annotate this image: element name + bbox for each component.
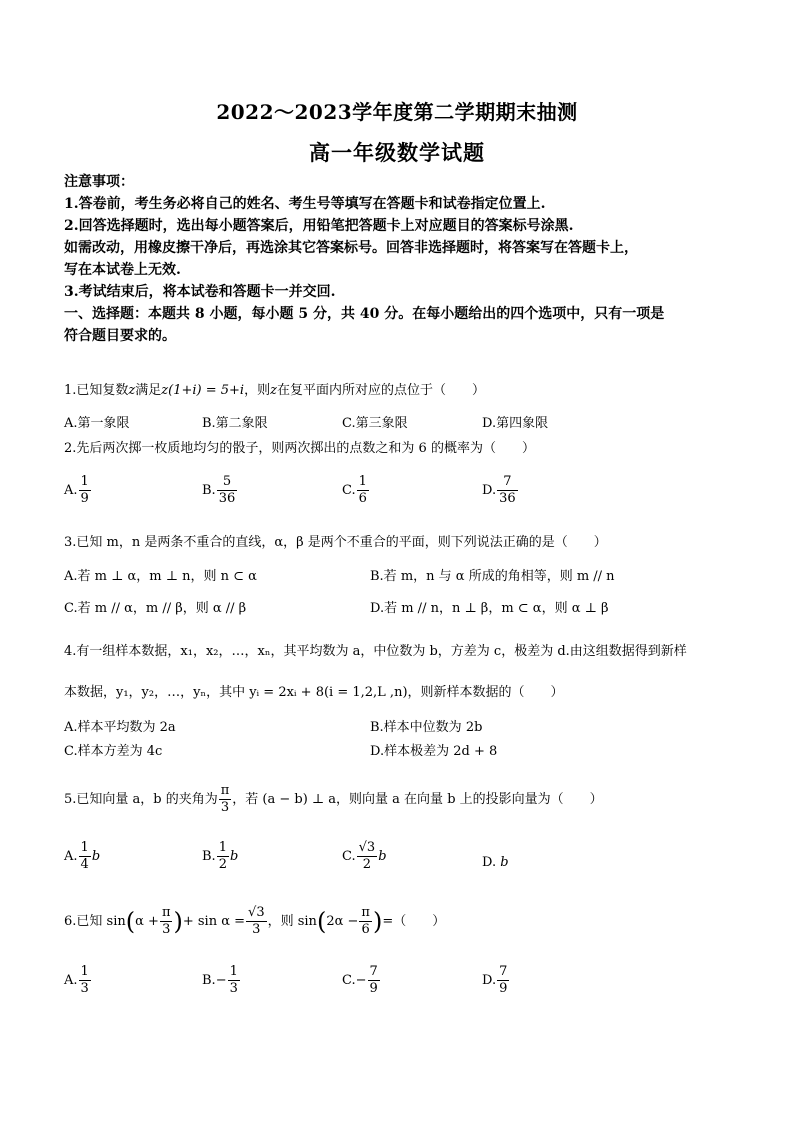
option-d: D.若 m // n，n ⊥ β，m ⊂ α，则 α ⊥ β — [370, 601, 609, 616]
option-a: A. $\frac{1}{3}$ — [64, 964, 89, 996]
option-b: B.− $\frac{1}{3}$ — [202, 964, 238, 996]
option-a: A. $\frac{1}{9}$ — [64, 474, 89, 506]
option-a: A. $\frac{1}{4}$ b — [64, 840, 101, 872]
option-b: B.若 m，n 与 α 所成的角相等，则 m // n — [370, 569, 615, 584]
notes-item: 1.答卷前，考生务必将自己的姓名、考生号等填写在答题卡和试卷指定位置上. — [64, 196, 546, 212]
notes-block — [64, 171, 744, 347]
notes-item: 写在本试卷上无效. — [64, 262, 181, 278]
option-b: B. $\frac{1}{2}$ b — [202, 840, 239, 872]
q5-angle-fraction: $\frac{\pi}{3}$ — [220, 783, 230, 815]
option-c: C.若 m // α，m // β，则 α // β — [64, 601, 247, 616]
question-2: 2.先后两次掷一枚质地均匀的骰子，则两次掷出的点数之和为 6 的概率为（ ） — [64, 441, 535, 456]
section-heading-line2: 符合题目要求的。 — [64, 328, 176, 344]
option-c: C. $\frac{√3}{2}$ b — [342, 840, 387, 872]
question-6: 6.已知 sin(α + $\frac{\pi}{3}$ )+ sin α = $\frac{√3}{3}$ ，则 sin(2α − $\frac{\pi}{6}$ )=（ ） — [64, 905, 446, 937]
option-d: D. b — [482, 855, 509, 870]
notes-item: 如需改动，用橡皮擦干净后，再选涂其它答案标号。回答非选择题时，将答案写在答题卡上， — [64, 240, 638, 256]
notes-item: 2.回答选择题时，选出每小题答案后，用铅笔把答题卡上对应题目的答案标号涂黑. — [64, 218, 574, 234]
option-b: B.第二象限 — [202, 416, 268, 431]
option-a: A.第一象限 — [64, 416, 130, 431]
exam-subtitle: 高一年级数学试题 — [309, 140, 485, 165]
option-c: C.第三象限 — [342, 416, 408, 431]
option-c: C.样本方差为 4c — [64, 744, 163, 759]
option-d: D. $\frac{7}{9}$ — [482, 964, 508, 996]
notes-item: 3.考试结束后，将本试卷和答题卡一并交回. — [64, 284, 336, 300]
section-heading-line1: 一、选择题：本题共 8 小题，每小题 5 分，共 40 分。在每小题给出的四个选项中，只有一项是 — [64, 306, 665, 322]
option-b: B. $\frac{5}{36}$ — [202, 474, 236, 506]
question-4-line1: 4.有一组样本数据，x₁，x₂，…，xₙ，其平均数为 a，中位数为 b，方差为 c，极差为 d.由这组数据得到新样 — [64, 644, 687, 659]
option-b: B.样本中位数为 2b — [370, 720, 483, 735]
exam-title: 2022～2023学年度第二学期期末抽测 — [216, 100, 578, 124]
option-d: D. $\frac{7}{36}$ — [482, 474, 516, 506]
q1-formula: z(1+i) = 5+i — [161, 383, 245, 398]
option-c: C. $\frac{1}{6}$ — [342, 474, 367, 506]
option-d: D.样本极差为 2d + 8 — [370, 744, 498, 759]
option-a: A.若 m ⊥ α，m ⊥ n，则 n ⊂ α — [64, 569, 257, 584]
question-5: 5.已知向量 a，b 的夹角为 $\frac{\pi}{3}$ ，若 (a − b) ⊥ a，则向量 a 在向量 b 上的投影向量为（ ） — [64, 783, 603, 815]
notes-heading: 注意事项： — [64, 174, 134, 190]
question-3: 3.已知 m，n 是两条不重合的直线，α，β 是两个不重合的平面，则下列说法正确的是（ ） — [64, 535, 607, 550]
option-d: D.第四象限 — [482, 416, 549, 431]
option-c: C.− $\frac{7}{9}$ — [342, 964, 378, 996]
option-a: A.样本平均数为 2a — [64, 720, 176, 735]
question-4-line2: 本数据，y₁，y₂，…，yₙ，其中 yᵢ = 2xᵢ + 8(i = 1,2,L ,n)，则新样本数据的（ ） — [64, 685, 564, 700]
question-1: 1.已知复数z满足z(1+i) = 5+i，则z在复平面内所对应的点位于（ ） — [64, 383, 485, 398]
